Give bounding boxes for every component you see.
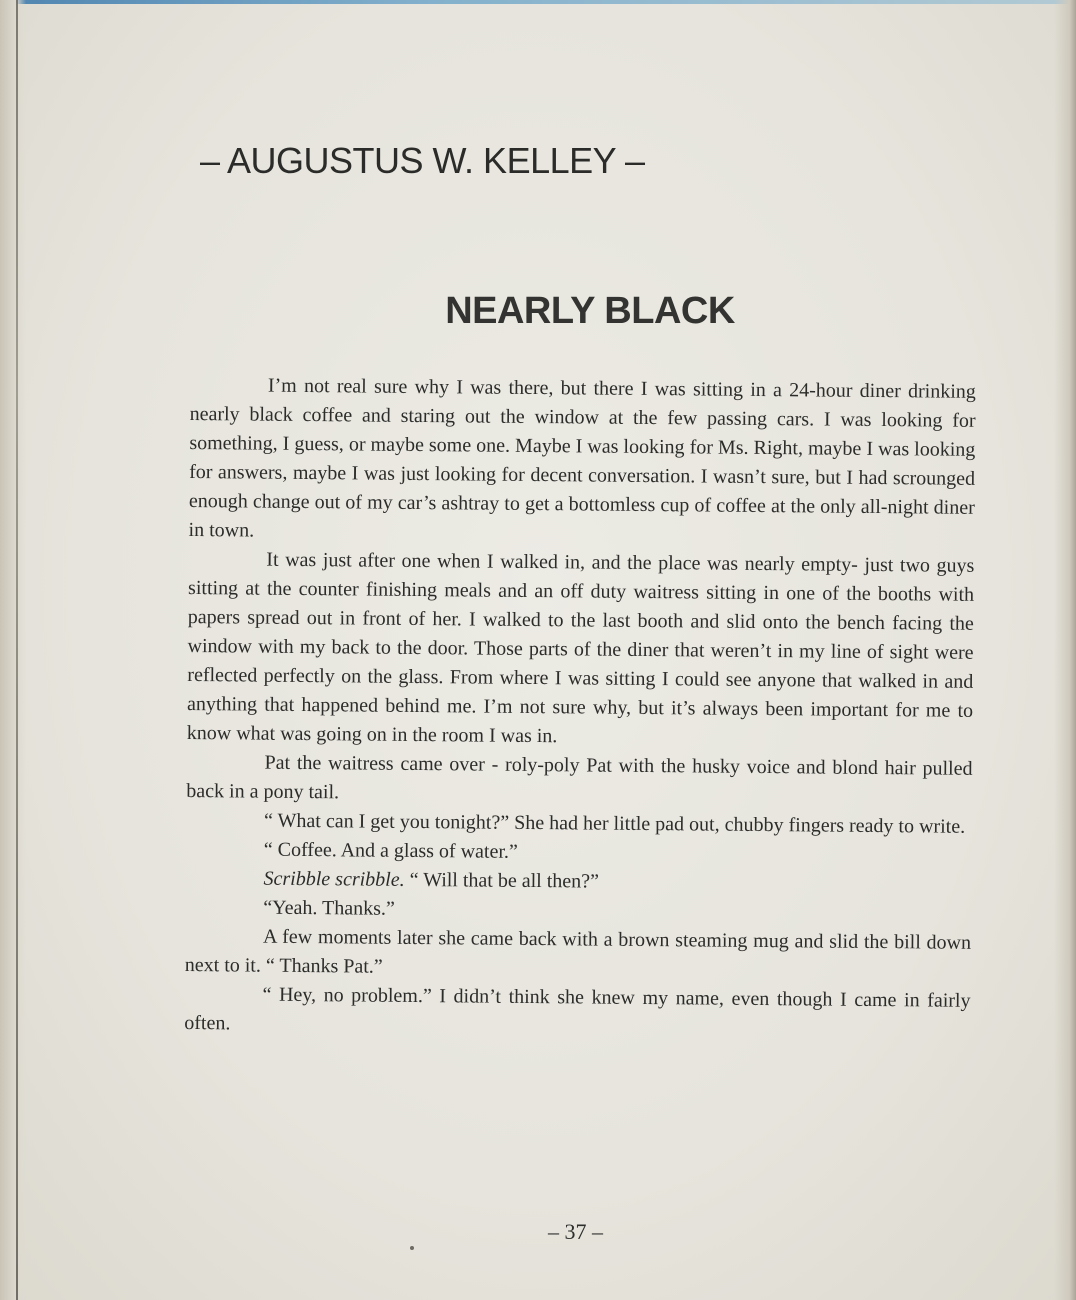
paragraph: “Yeah. Thanks.” xyxy=(263,896,395,920)
paragraph: “ Hey, no problem.” I didn’t think she knew my name, even though I came in fairly often. xyxy=(184,983,971,1035)
book-spine-line xyxy=(16,0,18,1300)
story-title: NEARLY BLACK xyxy=(445,290,735,332)
paragraph: Pat the waitress came over - roly-poly Pat with the husky voice and blond hair pulled back in a pony tail. xyxy=(186,751,973,804)
story-body xyxy=(184,371,976,1045)
page-number: – 37 – xyxy=(548,1219,603,1244)
paragraph: A few moments later she came back with a brown steaming mug and slid the bill down next to it. “ Thanks Pat.” xyxy=(184,925,972,978)
paper-speck xyxy=(410,1246,414,1250)
author-heading: – AUGUSTUS W. KELLEY – xyxy=(200,140,645,181)
book-spine-shadow xyxy=(0,0,26,1300)
paragraph: “ Coffee. And a glass of water.” xyxy=(263,838,518,863)
paragraph: It was just after one when I walked in, and the place was nearly empty- just two guys sitting at the counter finishing meals and an off duty waitress sitting in one of the booths with papers spread out in front of her. I walked to the last booth and slid onto the bench facing the window with my back to the door. Those parts of the diner that weren’t in my line of sight were reflected perfectly on the glass. From where I was sitting I could see anyone that walked in and anything that happened behind me. I’m not sure why, but it’s always been important for me to know what was going on in the room I was in. xyxy=(186,548,975,748)
paragraph: “ What can I get you tonight?” She had her little pad out, chubby fingers ready to write. xyxy=(263,809,966,838)
page-right-edge xyxy=(1054,0,1076,1300)
italic-phrase: Scribble scribble. xyxy=(263,867,405,891)
paragraph: I’m not real sure why I was there, but there I was sitting in a 24-hour diner drinking nearly black coffee and staring out the window at the few passing cars. I was looking for something, I guess, or maybe some one. Maybe I was looking for Ms. Right, maybe I was looking for answers, maybe I was just looking for decent conversation. I wasn’t sure, but I had scrounged enough change out of my car’s ashtray to get a bottomless cup of coffee at the only all-night diner in town. xyxy=(188,374,976,542)
paragraph-text: “ Will that be all then?” xyxy=(404,868,600,893)
page-top-edge xyxy=(0,0,1076,4)
